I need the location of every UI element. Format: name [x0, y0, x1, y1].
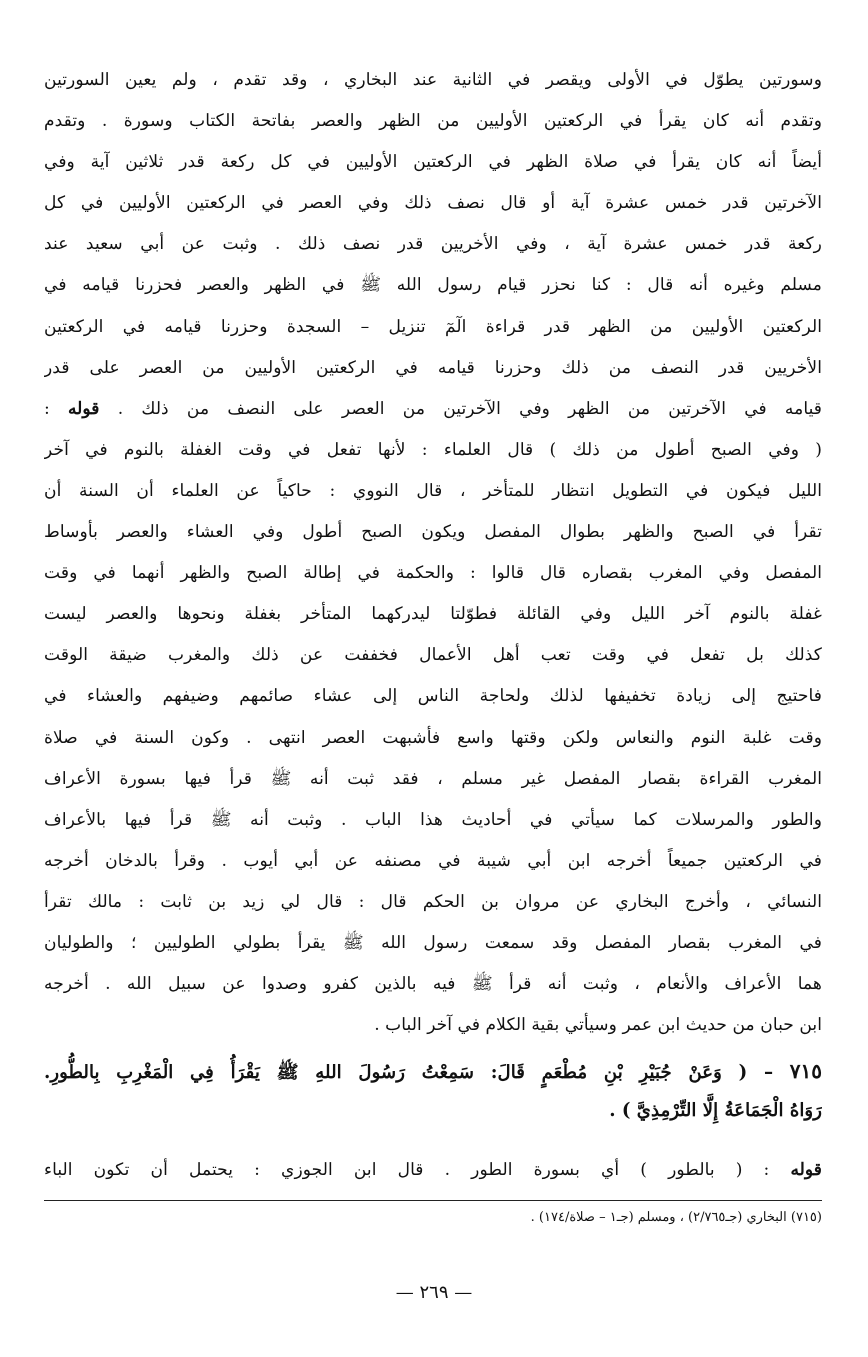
commentary-line — [44, 1152, 822, 1188]
body-line: الآخرتين قدر خمس عشرة آية أو قال نصف ذلك وفي العصر في الركعتين الأوليين في كل — [44, 193, 822, 214]
body-line: ابن حبان من حديث ابن عمر وسيأتي بقية الكلام في آخر الباب . — [374, 1015, 822, 1036]
hadith-line-1 — [44, 1052, 822, 1092]
body-line: غفلة بالنوم آخر الليل وفي القائلة فطوّلتا ليدركهما المتأخر بغفلة ونحوها والعصر ليست — [44, 604, 822, 625]
body-line: ركعة قدر خمس عشرة آية ، وفي الأخريين قدر نصف ذلك . وثبت عن أبي سعيد عند — [44, 234, 822, 255]
body-line: هما الأعراف والأنعام ، وثبت أنه قرأ ﷺ فيه بالذين كفرو وصدوا عن سبيل الله . أخرجه — [44, 974, 822, 995]
hadith-text-1: – ( وَعَنْ جُبَيْرِ بْنِ مُطْعَمٍ قَالَ: سَمِعْتُ رَسُولَ اللهِ ﷺ يَقْرَأُ فِي الْمَغْرِبِ بِالطُّورِ. — [44, 1062, 774, 1083]
footnote-divider — [44, 1200, 822, 1201]
commentary-rest: : ( بالطور ) أي بسورة الطور . قال ابن الجوزي : يحتمل أن تكون الباء — [44, 1160, 770, 1180]
body-line: كذلك بل تفعل في وقت تعب أهل الأعمال فخففت عن ذلك والمغرب ضيقة الوقت — [44, 645, 822, 666]
body-line: المفصل وفي المغرب بقصاره قال قالوا : والحكمة في إطالة الصبح والظهر أنهما في وقت — [44, 563, 822, 584]
main-text — [44, 60, 822, 1046]
body-line: النسائي ، وأخرج البخاري عن مروان بن الحكم قال : قال لي زيد بن ثابت : مالك تقرأ — [44, 891, 822, 912]
body-line: قيامه في الآخرتين من الظهر وفي الآخرتين من العصر على النصف من ذلك . قوله : — [44, 398, 822, 419]
body-line: في الركعتين جميعاً أخرجه ابن أبي شيبة في مصنفه عن أبي أيوب . وقرأ بالدخان أخرجه — [44, 850, 822, 871]
commentary-lead: قوله — [790, 1160, 822, 1180]
body-line: مسلم وغيره أنه قال : كنا نحزر قيام رسول الله ﷺ في الظهر والعصر فحزرنا قيامه في — [44, 275, 822, 296]
hadith-block — [44, 1052, 822, 1130]
body-line: المغرب القراءة بقصار المفصل غير مسلم ، فقد ثبت أنه ﷺ قرأ فيها بسورة الأعراف — [44, 768, 822, 789]
page-number: — ٢٦٩ — — [395, 1282, 473, 1303]
hadith-line-2: رَوَاهُ الْجَمَاعَةُ إِلَّا التِّرْمِذِيَّ ) . — [609, 1100, 822, 1121]
body-bold-phrase: قوله — [67, 398, 100, 419]
footnote: (٧١٥) البخاري (جـ٢/٧٦٥) ، ومسلم (جـ١ – صلاة/١٧٤) . — [530, 1210, 822, 1225]
body-line: وسورتين يطوّل في الأولى ويقصر في الثانية عند البخاري ، وقد تقدم ، ولم يعين السورتين — [44, 70, 822, 90]
body-line: الليل فيكون في التطويل انتظار للمتأخر ، قال النووي : حاكياً عن العلماء أن السنة أن — [44, 480, 822, 501]
body-line: في المغرب بقصار المفصل وقد سمعت رسول الله ﷺ يقرأ بطولي الطوليين ؛ والطوليان — [44, 932, 822, 953]
body-line: الأخريين قدر النصف من ذلك وحزرنا قيامه في الركعتين الأوليين من العصر على قدر — [44, 357, 822, 378]
commentary-block — [44, 1152, 822, 1188]
body-line: أيضاً أنه كان يقرأ في صلاة الظهر في الركعتين الأوليين في كل ركعة قدر ثلاثين آية وفي — [44, 152, 822, 173]
body-line: وتقدم أنه كان يقرأ في الركعتين الأوليين من الظهر والعصر بفاتحة الكتاب وسورة . وتقدم — [44, 111, 822, 132]
hadith-number: ٧١٥ — [789, 1059, 822, 1083]
body-line: ( وفي الصبح أطول من ذلك ) قال العلماء : لأنها تفعل في وقت الغفلة بالنوم في آخر — [44, 439, 822, 460]
body-line: فاحتيج إلى زيادة تخفيفها لذلك ولحاجة الناس إلى عشاء صائمهم وضيفهم والعشاء في — [44, 686, 822, 707]
body-line: وقت غلبة النوم والنعاس ولكن وقتها واسع فأشبهت العصر انتهى . وكون السنة في صلاة — [44, 727, 822, 748]
body-line: والطور والمرسلات كما سيأتي في أحاديث هذا الباب . وثبت أنه ﷺ قرأ فيها بالأعراف — [44, 809, 822, 830]
body-line: تقرأ في الصبح والظهر بطوال المفصل ويكون الصبح أطول وفي العشاء والعصر بأوساط — [44, 522, 822, 543]
body-line: الركعتين الأوليين من الظهر قدر قراءة الٓمٓ تنزيل – السجدة وحزرنا قيامه في الركعتين — [44, 316, 822, 337]
